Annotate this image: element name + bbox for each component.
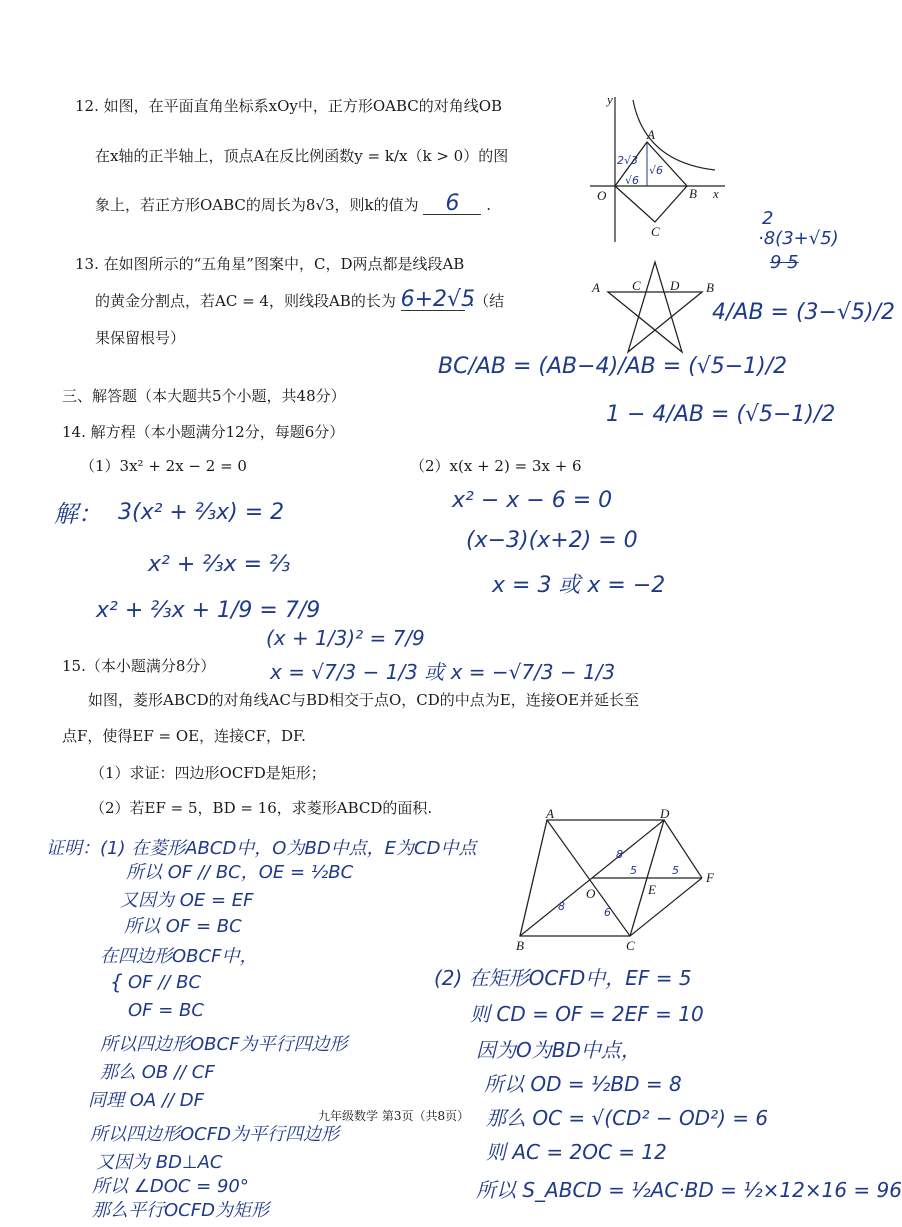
hw-q15-1-l3: 又因为 OE = EF — [120, 890, 254, 911]
rh-label-D: D — [660, 806, 670, 821]
hw-q15-1-l6: OF // BC — [128, 972, 202, 993]
label-C: C — [651, 224, 660, 239]
q15-sub2: （2）若EF = 5，BD = 16，求菱形ABCD的面积. — [90, 799, 433, 817]
hw-q14-1-step2: x² + ⅔x = ⅔ — [148, 552, 291, 577]
hw-q15-1-l8: 所以四边形OBCF为平行四边形 — [100, 1034, 348, 1055]
q15-rhombus-figure — [512, 808, 722, 958]
hw-q15-1-l14: 那么平行OCFD为矩形 — [92, 1200, 269, 1221]
hw-golden-ratio: BC/AB = (AB−4)/AB = (√5−1)/2 — [438, 354, 788, 379]
star-label-C: C — [632, 278, 641, 293]
hyperbola-curve — [633, 100, 715, 170]
hw-q15-1-l7: OF = BC — [128, 1000, 204, 1021]
q13-star-figure — [590, 256, 720, 366]
hw-q15-1-l5: 在四边形OBCF中， — [100, 946, 258, 967]
mark-sqrt6-a: √6 — [649, 164, 664, 177]
q12-line3-text: 象上，若正方形OABC的周长为8√3，则k的值为 — [95, 196, 419, 214]
q15-title: 15.（本小题满分8分） — [62, 657, 216, 675]
hw-q15-1-l11: 所以四边形OCFD为平行四边形 — [90, 1124, 339, 1145]
hw-q15-1-l1: 证明：(1) 在菱形ABCD中，O为BD中点，E为CD中点 — [46, 838, 477, 859]
hw-q15-2-l6: 则 AC = 2OC = 12 — [486, 1140, 667, 1164]
hw-q14-jie: 解： — [54, 500, 102, 528]
hw-q15-2-l5: 那么 OC = √(CD² − OD²) = 6 — [486, 1106, 769, 1130]
q13-line2-text: 的黄金分割点，若AC = 4，则线段AB的长为 — [95, 292, 396, 310]
q14-part2: （2）x(x + 2) = 3x + 6 — [410, 457, 582, 475]
q13-answer: 6+2√5 — [400, 287, 476, 312]
rh-label-E: E — [648, 882, 656, 897]
hw-q15-2-l7: 所以 S_ABCD = ½AC·BD = ½×12×16 = 96 — [476, 1178, 902, 1202]
q15-sub1: （1）求证：四边形OCFD是矩形； — [90, 764, 326, 782]
hw-side-2: 2 — [762, 208, 774, 229]
q13-line3: 果保留根号） — [95, 329, 186, 347]
hw-side-ratio: 4/AB = (3−√5)/2 — [712, 300, 895, 325]
q15-stem1: 如图，菱形ABCD的对角线AC与BD相交于点O，CD的中点为E，连接OE并延长至 — [88, 691, 639, 709]
q12-line3-end: . — [486, 196, 491, 214]
segment-CF — [630, 878, 702, 936]
label-A: A — [647, 127, 655, 142]
rh-label-C: C — [626, 938, 635, 953]
five-pointed-star — [608, 262, 702, 352]
q12-answer: 6 — [423, 194, 481, 215]
rh-mark-8: 8 — [616, 848, 623, 861]
q12-line3 — [95, 191, 491, 216]
label-B: B — [689, 186, 697, 201]
q12-line1: 12. 如图，在平面直角坐标系xOy中，正方形OABC的对角线OB — [75, 97, 503, 115]
q13-line2 — [95, 287, 505, 312]
rh-mark-6: 6 — [604, 906, 611, 919]
hw-q15-1-l9: 那么 OB // CF — [100, 1062, 215, 1083]
rh-label-F: F — [706, 870, 714, 885]
q14-part1: （1）3x² + 2x − 2 = 0 — [80, 457, 247, 475]
hw-q14-1-step4: (x + 1/3)² = 7/9 — [266, 626, 425, 650]
hw-q15-2-l3: 因为O为BD中点， — [476, 1038, 641, 1062]
mark-sqrt6-b: √6 — [625, 174, 640, 187]
mark-2sqrt3: 2√3 — [617, 154, 639, 167]
hw-q15-1-l4: 所以 OF = BC — [124, 916, 242, 937]
star-label-D: D — [670, 278, 680, 293]
label-x: x — [713, 186, 719, 201]
hw-q14-2-step1: x² − x − 6 = 0 — [452, 488, 613, 513]
hw-q15-1-l2: 所以 OF // BC，OE = ½BC — [126, 862, 354, 883]
hw-q15-2-l2: 则 CD = OF = 2EF = 10 — [470, 1002, 704, 1026]
hw-q14-2-step2: (x−3)(x+2) = 0 — [466, 528, 638, 553]
rh-mark-8b: 8 — [558, 900, 565, 913]
hw-q15-2-l4: 所以 OD = ½BD = 8 — [484, 1072, 682, 1096]
rh-mark-5a: 5 — [630, 864, 637, 877]
star-label-B: B — [706, 280, 714, 295]
hw-q14-1-step3: x² + ⅔x + 1/9 = 7/9 — [96, 598, 321, 623]
q13-line1: 13. 在如图所示的“五角星”图案中，C，D两点都是线段AB — [75, 255, 465, 273]
hw-q14-2-step3: x = 3 或 x = −2 — [492, 573, 666, 598]
rh-mark-5b: 5 — [672, 864, 679, 877]
hw-one-minus: 1 − 4/AB = (√5−1)/2 — [606, 402, 836, 427]
q12-line2: 在x轴的正半轴上，顶点A在反比例函数y = k/x（k > 0）的图 — [95, 147, 509, 165]
label-y: y — [607, 92, 613, 107]
hw-side-8: ·8(3+√5) — [758, 228, 839, 249]
hw-q15-1-brace: { — [110, 970, 123, 994]
hw-q15-1-l10: 同理 OA // DF — [88, 1090, 204, 1111]
star-label-A: A — [592, 280, 600, 295]
hw-side-95: 9 5 — [770, 252, 799, 273]
hw-q15-1-l12: 又因为 BD⊥AC — [96, 1152, 223, 1173]
rh-label-A: A — [546, 806, 554, 821]
q13-line2-end: .（结 — [469, 292, 505, 310]
hw-q15-2-l1: (2) 在矩形OCFD中，EF = 5 — [434, 966, 692, 990]
label-O: O — [597, 188, 607, 203]
q12-figure — [585, 92, 735, 252]
hw-q14-1-step1: 3(x² + ⅔x) = 2 — [118, 500, 285, 525]
rh-label-O: O — [586, 886, 596, 901]
hw-q15-1-l13: 所以 ∠DOC = 90° — [92, 1176, 249, 1197]
page-footer: 九年级数学 第3页（共8页） — [318, 1109, 470, 1123]
section-3-heading: 三、解答题（本大题共5个小题，共48分） — [62, 387, 346, 405]
rh-label-B: B — [516, 938, 524, 953]
q15-stem2: 点F，使得EF = OE，连接CF，DF. — [62, 727, 306, 745]
q14-title: 14. 解方程（本小题满分12分，每题6分） — [62, 423, 345, 441]
hw-q14-1-step5: x = √7/3 − 1/3 或 x = −√7/3 − 1/3 — [270, 660, 616, 684]
segment-DF — [664, 820, 702, 878]
